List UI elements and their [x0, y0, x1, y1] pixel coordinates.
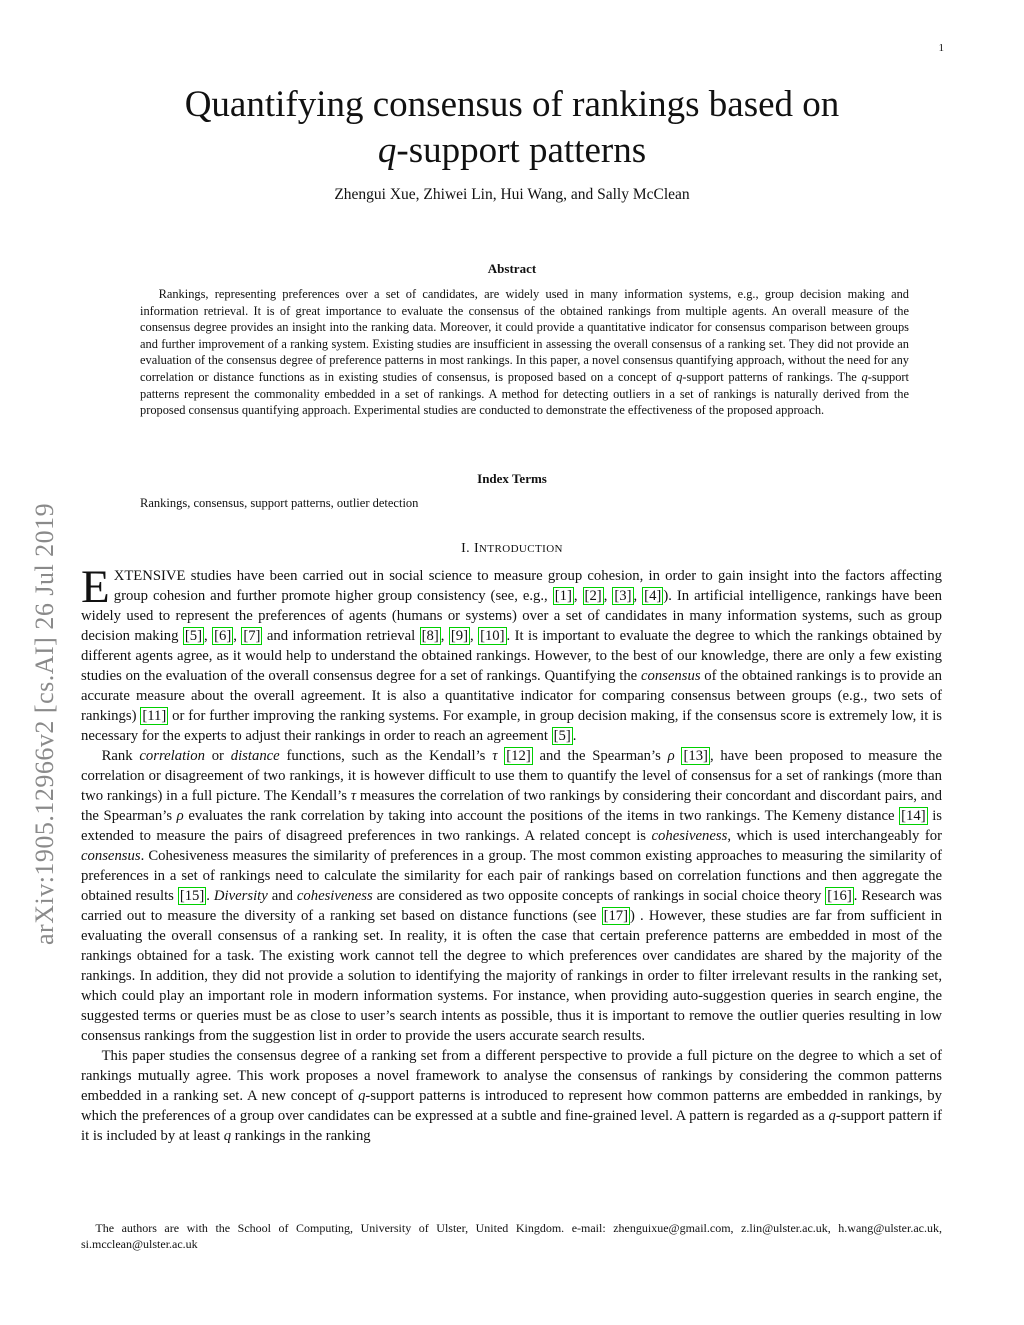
math-q: q — [861, 369, 868, 384]
title-line-2-rest: -support patterns — [396, 130, 647, 171]
citation-link[interactable]: [8] — [421, 628, 439, 644]
citation-link[interactable]: [14] — [901, 808, 926, 824]
arxiv-stamp: arXiv:1905.12966v2 [cs.AI] 26 Jul 2019 — [30, 502, 59, 945]
citation-link[interactable]: [9] — [450, 628, 468, 644]
index-terms: Rankings, consensus, support patterns, outlier detection — [140, 496, 419, 510]
title-q: q — [377, 130, 397, 171]
abstract-heading: Abstract — [487, 261, 537, 276]
paragraph: This paper studies the consensus degree of a ranking set from a different perspective to provide a full picture on the degree to which a set of rankings mutually agree. This work proposes a novel framework to analyse the consensus of rankings by considering the common patterns embedded in a ranking set. A new concept of q-support patterns is introduced to represent how common patterns are embedded in rankings, by which the preferences of a group over candidates can be expressed at a subtle and fine-grained level. A pattern is regarded as a q-support pattern if it is included by at least q rankings in the ranking — [81, 1048, 942, 1144]
index-terms-heading: Index Terms — [477, 471, 547, 486]
citation-link[interactable]: [3] — [614, 588, 632, 604]
citation-link[interactable]: [7] — [243, 628, 261, 644]
citation-link[interactable]: [12] — [506, 748, 531, 764]
citation-link[interactable]: [16] — [827, 888, 852, 904]
citation-link[interactable]: [15] — [179, 888, 205, 904]
body-text — [81, 561, 943, 1146]
citation-link[interactable]: [5] — [184, 628, 202, 644]
page-number: 1 — [938, 42, 944, 54]
section-heading: I. INTRODUCTION — [461, 541, 563, 556]
footnote: The authors are with the School of Computing, University of Ulster, United Kingdom. e-mail: zhenguixue@gmail.com, z.lin@ulster.ac.uk, h.wang@ulster.ac.uk, si.mcclean@ulster.ac.uk — [81, 1221, 942, 1251]
paragraph: EXTENSIVE studies have been carried out in social science to measure group cohesion, in order to gain insight into the factors affecting group cohesion and further promote higher group consistency (see, e.g., [1] , [2] , [3] , [4] ). In artificial intelligence, rankings have been widely used to represent the preferences of agents (humans or systems) over a set of candidates in many information systems, such as group decision making [5] , [6] , [7] and information retrieval [8] , [9] , [10] . It is important to evaluate the degree to which the rankings obtained by different agents agree, as it would help to understand the obtained rankings. However, to the best of our knowledge, there are only a few existing studies on the evaluation of the overall consensus degree for a set of rankings. Quantifying the consensus of the obtained rankings is to provide an accurate measure about the overall agreement. It is also a quantitative indicator for comparing consensus between groups (e.g., two sets of rankings) [11] or for further improving the ranking systems. For example, in group decision making, if the consensus score is extremely low, it is necessary for the experts to adjust their rankings in order to reach an agreement [5] . — [81, 561, 943, 744]
paragraph: Rank correlation or distance functions, such as the Kendall’s τ [12] and the Spearman’s ρ [13] , have been proposed to measure the correlation or disagreement of two rankings, it is however difficult to use them to quantify the level of consensus for a set of rankings (more than two rankings) in a full picture. The Kendall’s τ measures the correlation of two rankings by considering their concordant and discordant pairs, and the Spearman’s ρ evaluates the rank correlation by taking into account the positions of the items in two rankings. The Kemeny distance [14] is extended to measure the pairs of disagreed preferences in two rankings. A related concept is cohesiveness, which is used interchangeably for consensus. Cohesiveness measures the similarity of preferences in a group. The most common existing approaches to measuring the similarity of preferences in a set of rankings need to calculate the similarity for each pair of rankings based on correlation functions and then aggregate the obtained results [15] . Diversity and cohesiveness are considered as two opposite concepts of rankings in social choice theory [16] . Research was carried out to measure the diversity of a ranking set based on distance functions (see [17] ) . However, these studies are far from sufficient in evaluating the overall consensus of a ranking set. In reality, it is often the case that certain preference patterns are embedded in most of the rankings obtained for a task. The existing work cannot tell the degree to which preferences over candidates are shared by the majority of the rankings. In addition, they did not provide a solution to identifying the majority of rankings in order to filter irrelevant results in the ranking set, which could play an important role in modern information systems. For instance, when providing auto-suggestion queries in search engine, the suggested terms or queries must be as close to user’s search intents as possible, thus it is important to remove the outlier queries resulting in low consensus rankings from the suggestion list in order to provide the users accurate search results. — [81, 748, 943, 1044]
title-line-1: Quantifying consensus of rankings based on — [184, 84, 840, 125]
citation-link[interactable]: [5] — [553, 728, 571, 744]
authors: Zhengui Xue, Zhiwei Lin, Hui Wang, and Sally McClean — [334, 186, 690, 203]
abstract-text: Rankings, representing preferences over a set of candidates, are widely used in many information systems, e.g., group decision making and information retrieval. It is of great importance to evaluate the consensus of the obtained rankings from multiple agents. An overall measure of the consensus degree provides an insight into the ranking data. Moreover, it could provide a quantitative indicator for consensus comparison between groups and further improvement of a ranking system. Existing studies are insufficient in assessing the overall consensus of a ranking set. They did not provide an evaluation of the consensus degree of preference patterns in most rankings. In this paper, a novel consensus quantifying approach, without the need for any correlation or distance functions as in existing studies of consensus, is proposed based on a concept of q-support patterns of rankings. The q-support patterns represent the commonality embedded in a set of rankings. A method for detecting outliers in a set of rankings is naturally derived from the proposed consensus quantifying approach. Experimental studies are conducted to demonstrate the effectiveness of the proposed approach. — [140, 287, 909, 418]
citation-link[interactable]: [13] — [683, 748, 708, 764]
citation-link[interactable]: [6] — [214, 628, 232, 644]
citation-link[interactable]: [10] — [480, 628, 505, 644]
citation-link[interactable]: [1] — [554, 588, 572, 604]
citation-link[interactable]: [17] — [603, 908, 629, 924]
paper-title — [0, 82, 1024, 174]
citation-link[interactable]: [11] — [142, 708, 167, 724]
citation-link[interactable]: [4] — [644, 588, 662, 604]
drop-cap: E — [81, 561, 110, 613]
math-q: q — [676, 369, 683, 384]
citation-link[interactable]: [2] — [584, 588, 602, 604]
title-line-2 — [0, 128, 1024, 174]
